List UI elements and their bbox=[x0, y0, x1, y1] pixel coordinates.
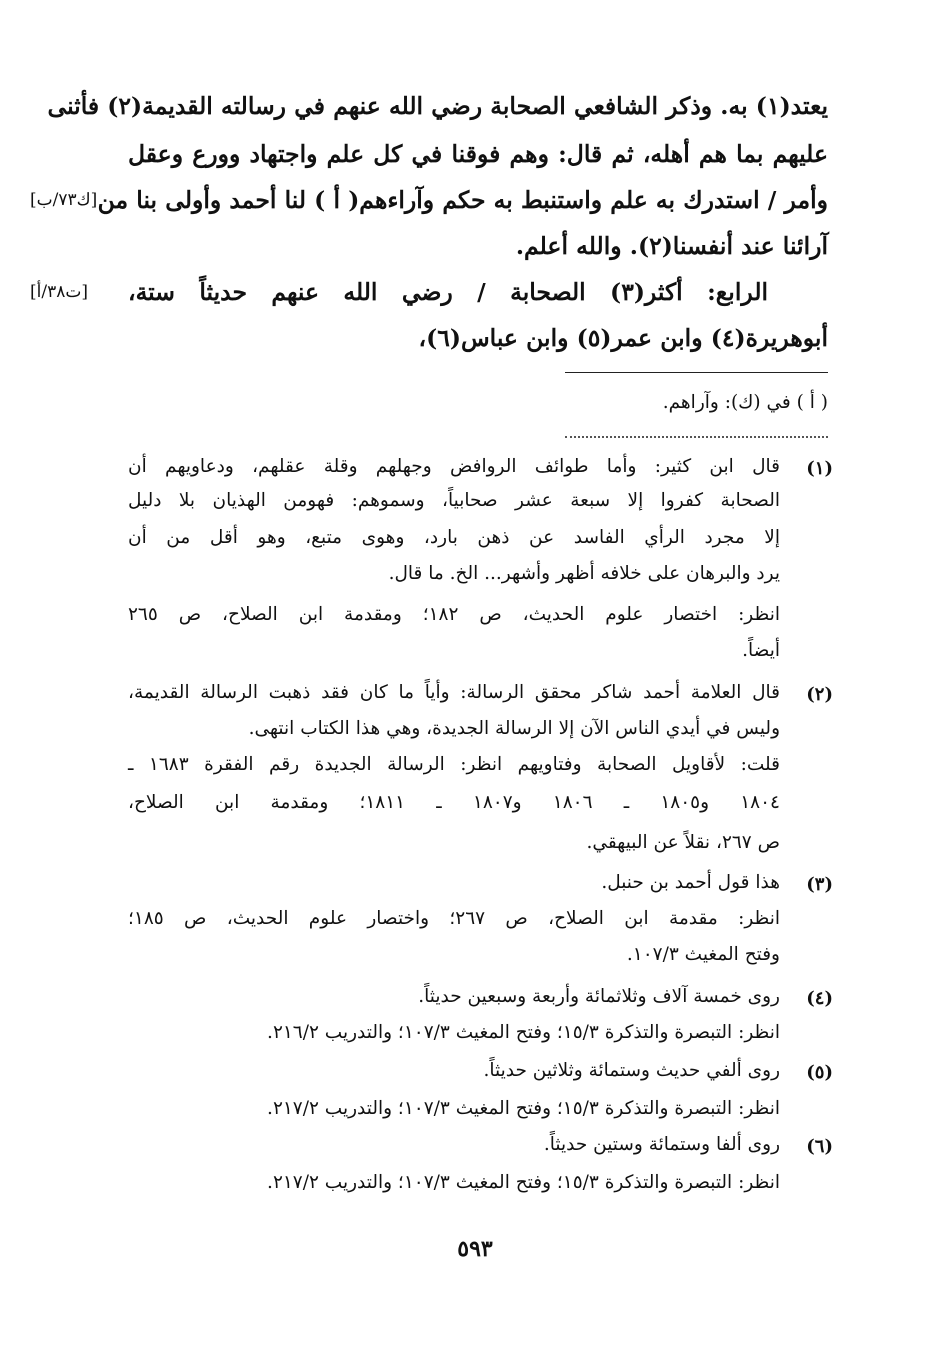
footnote-2-line-2: وليس في أيدي الناس الآن إلا الرسالة الجديدة، وهي هذا الكتاب انتهى. bbox=[248, 718, 780, 739]
footnote-1-line-6: أيضاً. bbox=[742, 640, 780, 661]
footnote-2-line-5: ص ٢٦٧، نقلاً عن البيهقي. bbox=[586, 832, 780, 853]
footnote-number-5: (٥) bbox=[806, 1062, 833, 1083]
footnote-number-3: (٣) bbox=[806, 874, 833, 895]
footnote-6-line-1: روى ألفا وستمائة وستين حديثاً. bbox=[543, 1134, 780, 1155]
main-line-2: عليهم بما هم أهله، ثم قال: وهم فوقنا في كل علم واجتهاد وورع وعقل bbox=[128, 140, 828, 168]
footnote-separator bbox=[565, 372, 828, 373]
footnote-5-line-1: روى ألفي حديث وستمائة وثلاثين حديثاً. bbox=[483, 1060, 780, 1081]
footnote-1-line-1: قال ابن كثير: وأما طوائف الروافض وجهلهم وقلة عقلهم، ودعاويهم أن bbox=[128, 456, 780, 477]
main-line-5: الرابع: أكثر(٣) الصحابة / رضي الله عنهم حديثاً ستة، bbox=[128, 278, 769, 306]
main-line-3: وأمر / استدرك به علم واستنبط به حكم وآراءهم( أ ) لنا أحمد وأولى بنا من bbox=[97, 186, 828, 214]
dotted-divider bbox=[565, 436, 828, 438]
footnote-number-2: (٢) bbox=[806, 684, 833, 705]
footnote-1-line-2: الصحابة كفروا إلا سبعة عشر صحابياً، وسموهم: فهومن الهذيان بلا دليل bbox=[128, 490, 780, 511]
footnote-2-line-3: قلت: لأقاويل الصحابة وفتاويهم انظر: الرسالة الجديدة رقم الفقرة ١٦٨٣ ـ bbox=[128, 754, 780, 775]
footnote-1-line-3: إلا مجرد الرأي الفاسد عن ذهن بارد، وهوى متبع، وهو أقل من أن bbox=[128, 527, 780, 548]
footnote-1-line-4: يرد والبرهان على خلافه أظهر وأشهر... الخ. ما قال. bbox=[388, 563, 780, 584]
footnote-4-line-2: انظر: التبصرة والتذكرة ١٥/٣؛ وفتح المغيث ١٠٧/٣؛ والتدريب ٢١٦/٢. bbox=[267, 1022, 780, 1043]
page-number: ٥٩٣ bbox=[457, 1236, 493, 1262]
variant-note: ( أ ) في (ك): وآراهم. bbox=[662, 392, 828, 413]
footnote-2-line-1: قال العلامة أحمد شاكر محقق الرسالة: وأياً ما كان فقد ذهبت الرسالة القديمة، bbox=[128, 682, 780, 703]
footnote-5-line-2: انظر: التبصرة والتذكرة ١٥/٣؛ وفتح المغيث ١٠٧/٣؛ والتدريب ٢١٧/٢. bbox=[267, 1098, 780, 1119]
footnote-6-line-2: انظر: التبصرة والتذكرة ١٥/٣؛ وفتح المغيث ١٠٧/٣؛ والتدريب ٢١٧/٢. bbox=[267, 1172, 780, 1193]
margin-note-k: [ك٧٣/ب] bbox=[30, 190, 98, 210]
footnote-number-4: (٤) bbox=[806, 988, 833, 1009]
footnote-2-line-4: ١٨٠٤ و١٨٠٥ ـ ١٨٠٦ و١٨٠٧ ـ ١٨١١؛ ومقدمة ابن الصلاح، bbox=[128, 792, 780, 813]
main-line-1: يعتد(١) به. وذكر الشافعي الصحابة رضي الله عنهم في رسالته القديمة(٢) فأثنى bbox=[47, 92, 828, 120]
footnote-number-1: (١) bbox=[806, 458, 833, 479]
main-line-6: أبوهريرة(٤) وابن عمر(٥) وابن عباس(٦)، bbox=[418, 324, 828, 352]
main-line-4: آرائنا عند أنفسنا(٢). والله أعلم. bbox=[515, 232, 828, 260]
footnote-3-line-1: هذا قول أحمد بن حنبل. bbox=[601, 872, 780, 893]
footnote-4-line-1: روى خمسة آلاف وثلاثمائة وأربعة وسبعين حديثاً. bbox=[418, 986, 780, 1007]
margin-note-t: [ت٣٨/أ] bbox=[30, 282, 89, 302]
footnote-number-6: (٦) bbox=[806, 1136, 833, 1157]
footnote-3-line-2: انظر: مقدمة ابن الصلاح، ص ٢٦٧؛ واختصار علوم الحديث، ص ١٨٥؛ bbox=[128, 908, 781, 929]
footnote-3-line-3: وفتح المغيث ١٠٧/٣. bbox=[626, 944, 780, 965]
footnote-1-line-5: انظر: اختصار علوم الحديث، ص ١٨٢؛ ومقدمة ابن الصلاح، ص ٢٦٥ bbox=[128, 604, 780, 625]
